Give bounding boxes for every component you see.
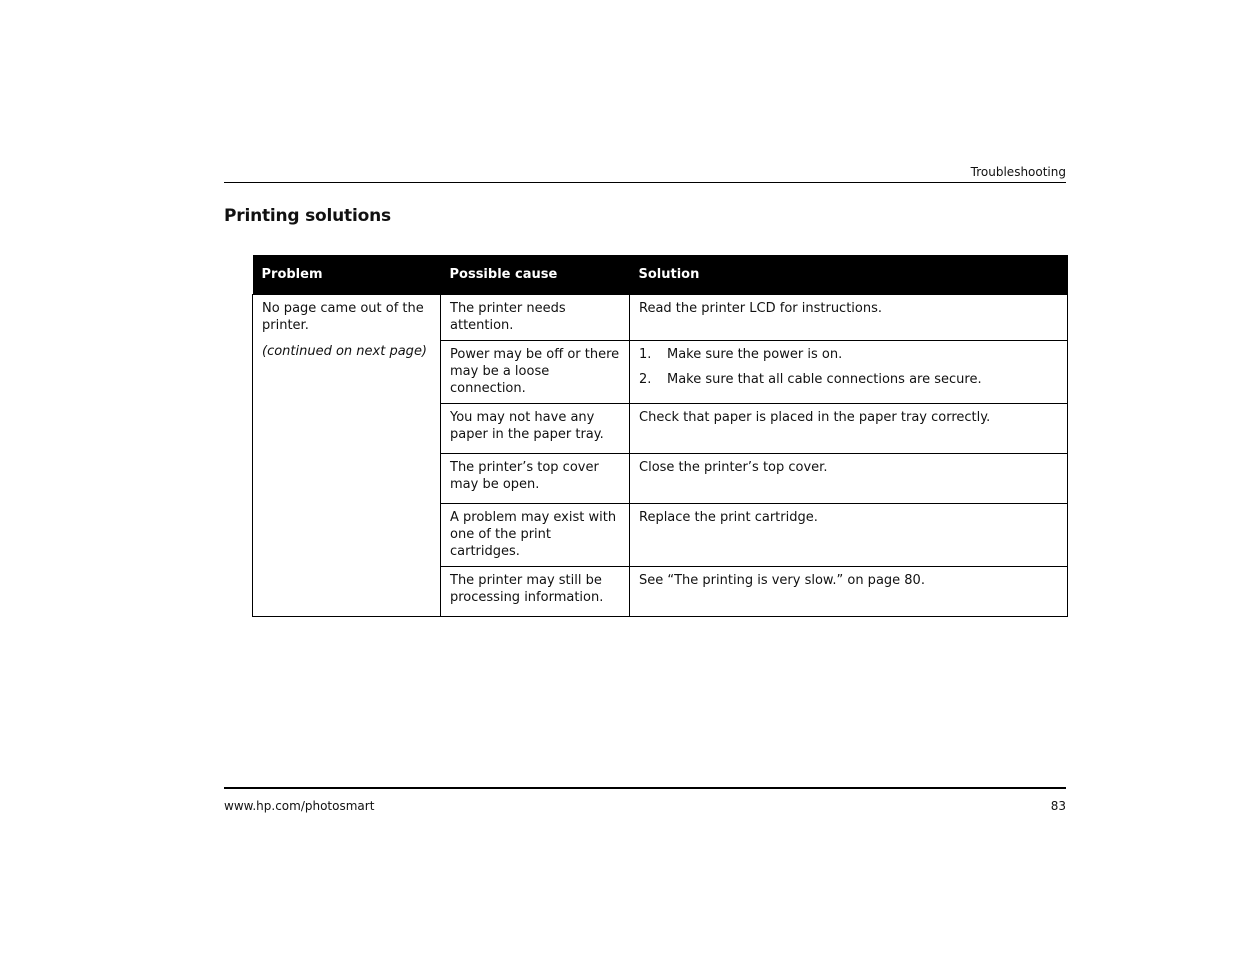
table-header-row: [253, 255, 1068, 294]
running-head: Troubleshooting: [970, 165, 1066, 179]
cause-cell: The printer’s top cover may be open.: [441, 453, 630, 503]
problem-text: No page came out of the printer.: [262, 300, 424, 333]
column-header-problem: Problem: [253, 255, 441, 294]
solution-cell: Replace the print cartridge.: [630, 503, 1068, 566]
solution-step: [639, 371, 1058, 388]
header-rule: [224, 182, 1066, 183]
solution-cell: Check that paper is placed in the paper tray correctly.: [630, 403, 1068, 453]
table-row: [253, 294, 1068, 340]
step-text: Make sure that all cable connections are secure.: [667, 371, 982, 387]
cause-cell: The printer needs attention.: [441, 294, 630, 340]
column-header-solution: Solution: [630, 255, 1068, 294]
solution-cell: [630, 340, 1068, 403]
section-title: Printing solutions: [224, 206, 391, 226]
printing-solutions-table: [252, 255, 1068, 617]
solution-step: [639, 346, 1058, 363]
page-number: 83: [1050, 799, 1066, 813]
step-number: 2.: [639, 371, 652, 387]
step-number: 1.: [639, 346, 652, 362]
problem-cell: [253, 294, 441, 616]
solution-cell: Close the printer’s top cover.: [630, 453, 1068, 503]
cause-cell: Power may be off or there may be a loose connection.: [441, 340, 630, 403]
cause-cell: A problem may exist with one of the print cartridges.: [441, 503, 630, 566]
footer-rule: [224, 787, 1066, 789]
solution-steps-list: [639, 346, 1058, 388]
cause-cell: You may not have any paper in the paper tray.: [441, 403, 630, 453]
solution-cell: See “The printing is very slow.” on page 80.: [630, 566, 1068, 616]
continued-note: (continued on next page): [262, 343, 428, 359]
column-header-possible-cause: Possible cause: [441, 255, 630, 294]
step-text: Make sure the power is on.: [667, 346, 843, 362]
footer-url: www.hp.com/photosmart: [224, 799, 375, 813]
solution-cell: Read the printer LCD for instructions.: [630, 294, 1068, 340]
cause-cell: The printer may still be processing information.: [441, 566, 630, 616]
